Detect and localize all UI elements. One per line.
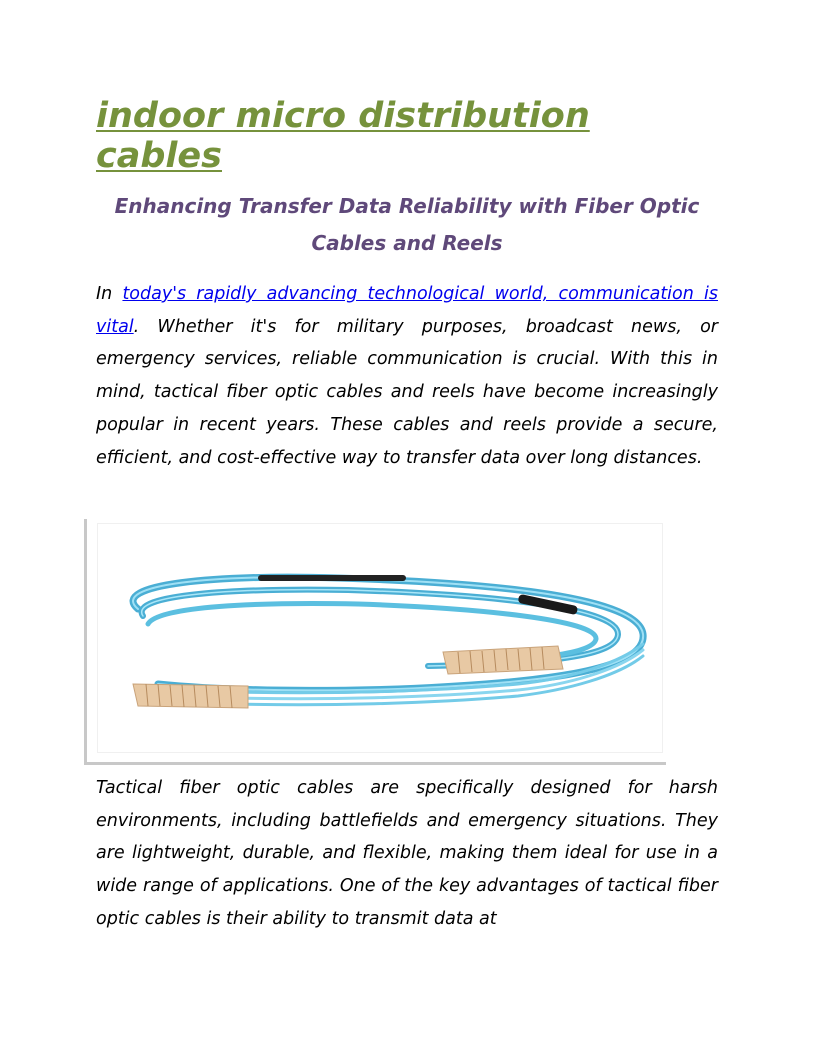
connector-bank-right (443, 646, 563, 674)
breakout-sleeve (258, 575, 406, 581)
intro-rest: . Whether it's for military purposes, broadcast news, or emergency services, reliable communication is crucial. With this in mind, tactical fiber optic cables and reels have become increasingly popular in recent years. These cables and reels provide a secure, efficient, and cost-effective way to transfer data over long distances. (96, 316, 718, 468)
connector-bank-left (133, 684, 248, 708)
body-paragraph: Tactical fiber optic cables are specifically designed for harsh environments, including battlefields and emergency situations. They are lightweight, durable, and flexible, making them ideal for use in a wide range of applications. One of the key advantages of tactical fiber optic cables is their ability to transmit data at (96, 778, 718, 929)
fiber-optic-cable-image (97, 523, 663, 753)
intro-lead: In (96, 284, 123, 304)
intro-link[interactable]: today's rapidly advancing technological world, communication is vital (96, 284, 718, 337)
intro-paragraph (96, 278, 718, 474)
fiber-optic-cable-illustration (98, 524, 664, 754)
page-subtitle: Enhancing Transfer Data Reliability with Fiber Optic Cables and Reels (114, 194, 700, 255)
figure-frame (84, 519, 666, 765)
page-title: indoor micro distribution cables (96, 96, 590, 176)
